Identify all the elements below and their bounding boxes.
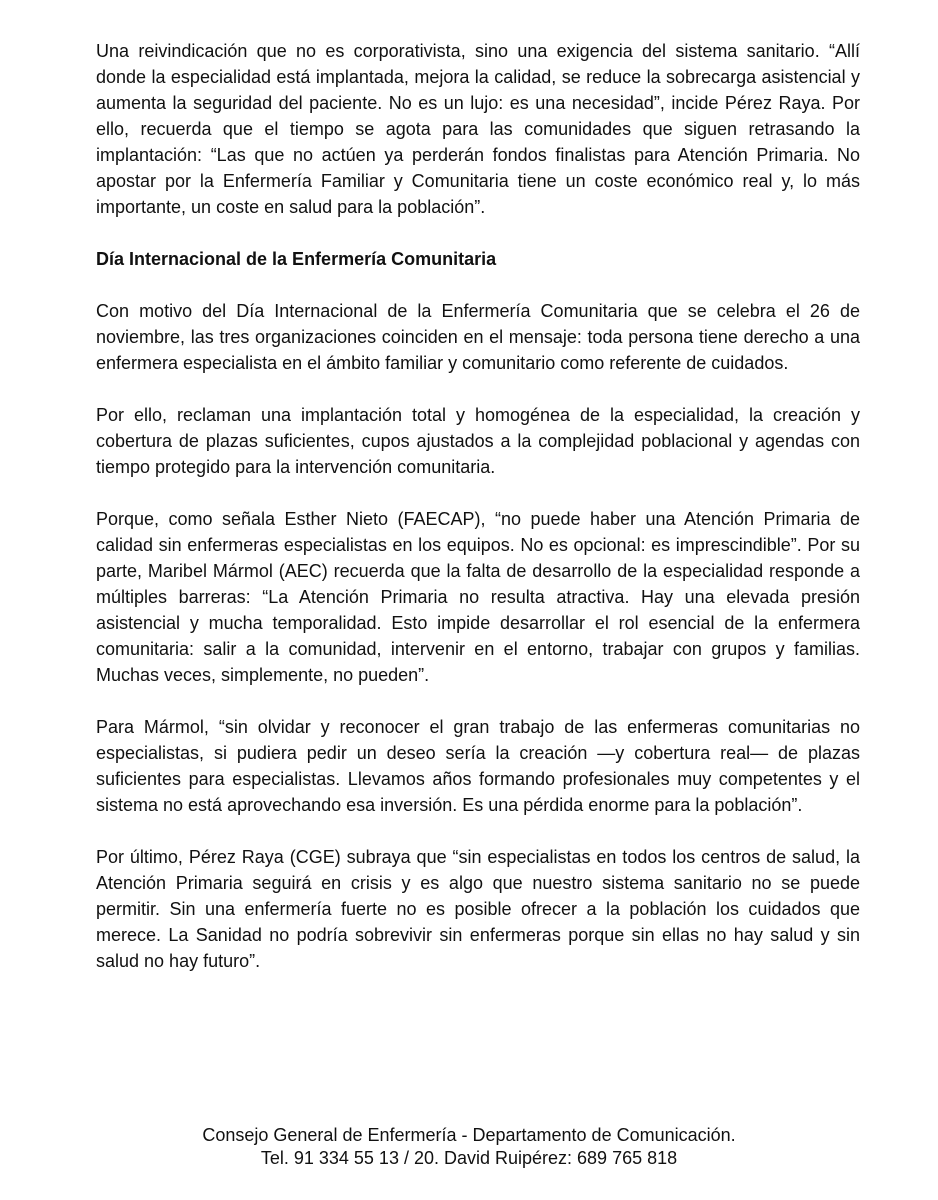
footer-organization: Consejo General de Enfermería - Departamento de Comunicación. — [202, 1125, 736, 1145]
paragraph-intro: Una reivindicación que no es corporativista, sino una exigencia del sistema sanitario. “Allí donde la especialidad está implantada, mejora la calidad, se reduce la sobrecarga asistencial y aumenta la seguridad del paciente. No es un lujo: es una necesidad”, incide Pérez Raya. Por ello, recuerda que el tiempo se agota para las comunidades que siguen retrasando la implantación: “Las que no actúen ya perderán fondos finalistas para Atención Primaria. No apostar por la Enfermería Familiar y Comunitaria tiene un coste económico real y, lo más importante, un coste en salud para la población”. — [96, 41, 860, 217]
footer-contact: Tel. 91 334 55 13 / 20. David Ruipérez: 689 765 818 — [260, 1148, 678, 1168]
paragraph-motivo: Con motivo del Día Internacional de la Enfermería Comunitaria que se celebra el 26 de noviembre, las tres organizaciones coinciden en el mensaje: toda persona tiene derecho a una enfermera especialista en el ámbito familiar y comunitario como referente de cuidados. — [96, 301, 860, 373]
document-body — [96, 38, 860, 1000]
paragraph-perez-raya: Por último, Pérez Raya (CGE) subraya que “sin especialistas en todos los centros de salud, la Atención Primaria seguirá en crisis y es algo que nuestro sistema sanitario no se puede permitir. Sin una enfermería fuerte no es posible ofrecer a la población los cuidados que merece. La Sanidad no podría sobrevivir sin enfermeras porque sin ellas no hay salud y sin salud no hay futuro”. — [96, 847, 860, 971]
paragraph-reclaman: Por ello, reclaman una implantación total y homogénea de la especialidad, la creación y cobertura de plazas suficientes, cupos ajustados a la complejidad poblacional y agendas con tiempo protegido para la intervención comunitaria. — [96, 405, 860, 477]
paragraph-marmol: Para Mármol, “sin olvidar y reconocer el gran trabajo de las enfermeras comunitarias no especialistas, si pudiera pedir un deseo sería la creación —y cobertura real— de plazas suficientes para especialistas. Llevamos años formando profesionales muy competentes y el sistema no está aprovechando esa inversión. Es una pérdida enorme para la población”. — [96, 717, 860, 815]
page-footer — [0, 1124, 938, 1170]
paragraph-nieto-marmol: Porque, como señala Esther Nieto (FAECAP), “no puede haber una Atención Primaria de calidad sin enfermeras especialistas en los equipos. No es opcional: es imprescindible”. Por su parte, Maribel Mármol (AEC) recuerda que la falta de desarrollo de la especialidad responde a múltiples barreras: “La Atención Primaria no resulta atractiva. Hay una elevada presión asistencial y mucha temporalidad. Esto impide desarrollar el rol esencial de la enfermera comunitaria: salir a la comunidad, intervenir en el entorno, trabajar con grupos y familias. Muchas veces, simplemente, no pueden”. — [96, 509, 860, 685]
section-heading: Día Internacional de la Enfermería Comunitaria — [96, 249, 497, 269]
